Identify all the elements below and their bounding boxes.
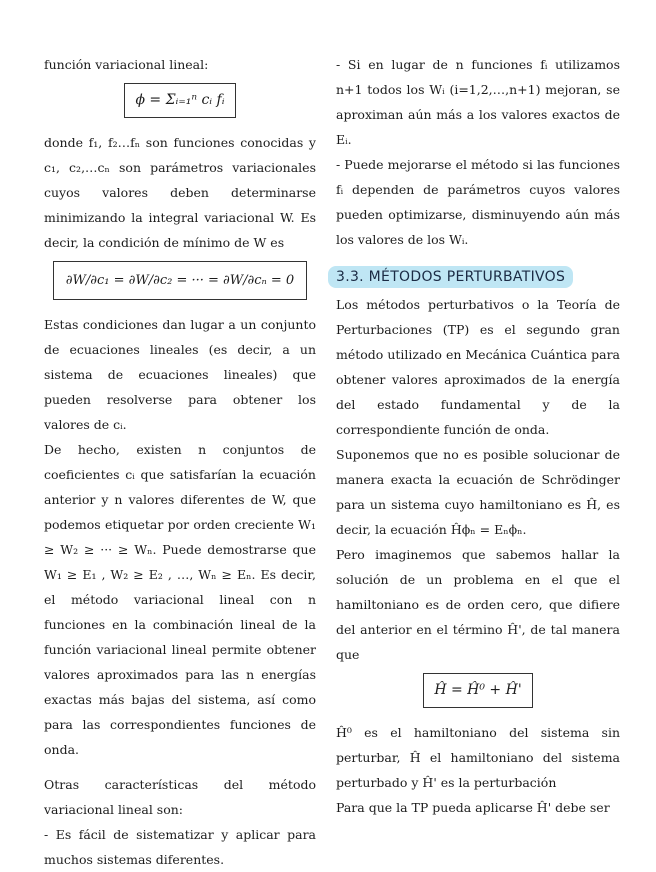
left-paragraph-intro: función variacional lineal: [44, 57, 209, 72]
right-paragraph-tp-condition: Para que la TP pueda aplicarse Ĥ' debe ser [336, 800, 610, 815]
section-heading: 3.3. MÉTODOS PERTURBATIVOS [328, 266, 573, 288]
right-paragraph-hamiltonian-definitions: Ĥ⁰ es el hamiltoniano del sistema sin perturbar, Ĥ el hamiltoniano del sistema perturbado y Ĥ' es la perturbación [336, 725, 620, 790]
right-paragraph-perturbation-intro: Los métodos perturbativos o la Teoría de Perturbaciones (TP) es el segundo gran método utilizado en Mecánica Cuántica para obtener valores aproximados de la energía del estado fundamental y de la correspondiente función de onda. [336, 297, 620, 437]
right-bullet-optimize-parameters: - Puede mejorarse el método si las funciones fᵢ dependen de parámetros cuyos valores pueden optimizarse, disminuyendo aún más los valores de los Wᵢ. [336, 157, 620, 247]
right-paragraph-schrodinger: Suponemos que no es posible solucionar de manera exacta la ecuación de Schrödinger para un sistema cuyo hamiltoniano es Ĥ, es decir, la ecuación Ĥϕₙ = Eₙϕₙ. [336, 447, 620, 537]
right-paragraph-zero-order: Pero imaginemos que sabemos hallar la solución de un problema en el que el hamiltoniano es de orden cero, que difiere del anterior en el término Ĥ', de tal manera que [336, 547, 620, 662]
left-paragraph-definitions: donde f₁, f₂…fₙ son funciones conocidas y c₁, c₂,…cₙ son parámetros variacionales cuyos valores deben determinarse minimizando la integral variacional W. Es decir, la condición de mínimo de W es [44, 135, 316, 250]
minimum-condition-equation: ∂W/∂c₁ = ∂W/∂c₂ = ··· = ∂W/∂cₙ = 0 [53, 261, 307, 300]
right-column [336, 52, 620, 820]
left-paragraph-characteristics: Otras características del método variacional lineal son: [44, 777, 316, 817]
left-bullet-systematize: - Es fácil de sistematizar y aplicar para muchos sistemas diferentes. [44, 827, 316, 867]
linear-variational-function-equation: ϕ = Σᵢ₌₁ⁿ cᵢ fᵢ [124, 83, 235, 118]
left-paragraph-linear-equations: Estas condiciones dan lugar a un conjunto de ecuaciones lineales (es decir, a un sistema de ecuaciones lineales) que pueden resolverse para obtener los valores de cᵢ. [44, 317, 316, 432]
left-paragraph-coefficient-sets: De hecho, existen n conjuntos de coeficientes cᵢ que satisfarían la ecuación anterior y n valores diferentes de W, que podemos etiquetar por orden creciente W₁ ≥ W₂ ≥ ··· ≥ Wₙ. Puede demostrarse que W₁ ≥ E₁ , W₂ ≥ E₂ , …, Wₙ ≥ Eₙ. Es decir, el método variacional lineal con n funciones en la combinación lineal de la función variacional lineal permite obtener valores aproximados para las n energías exactas más bajas del sistema, así como para las correspondientes funciones de onda. [44, 442, 316, 757]
right-bullet-more-functions: - Si en lugar de n funciones fᵢ utilizamos n+1 todos los Wᵢ (i=1,2,…,n+1) mejoran, se aproximan aún más a los valores exactos de Eᵢ. [336, 57, 620, 147]
left-column [44, 52, 316, 872]
hamiltonian-equation: Ĥ = Ĥ⁰ + Ĥ' [423, 673, 532, 708]
